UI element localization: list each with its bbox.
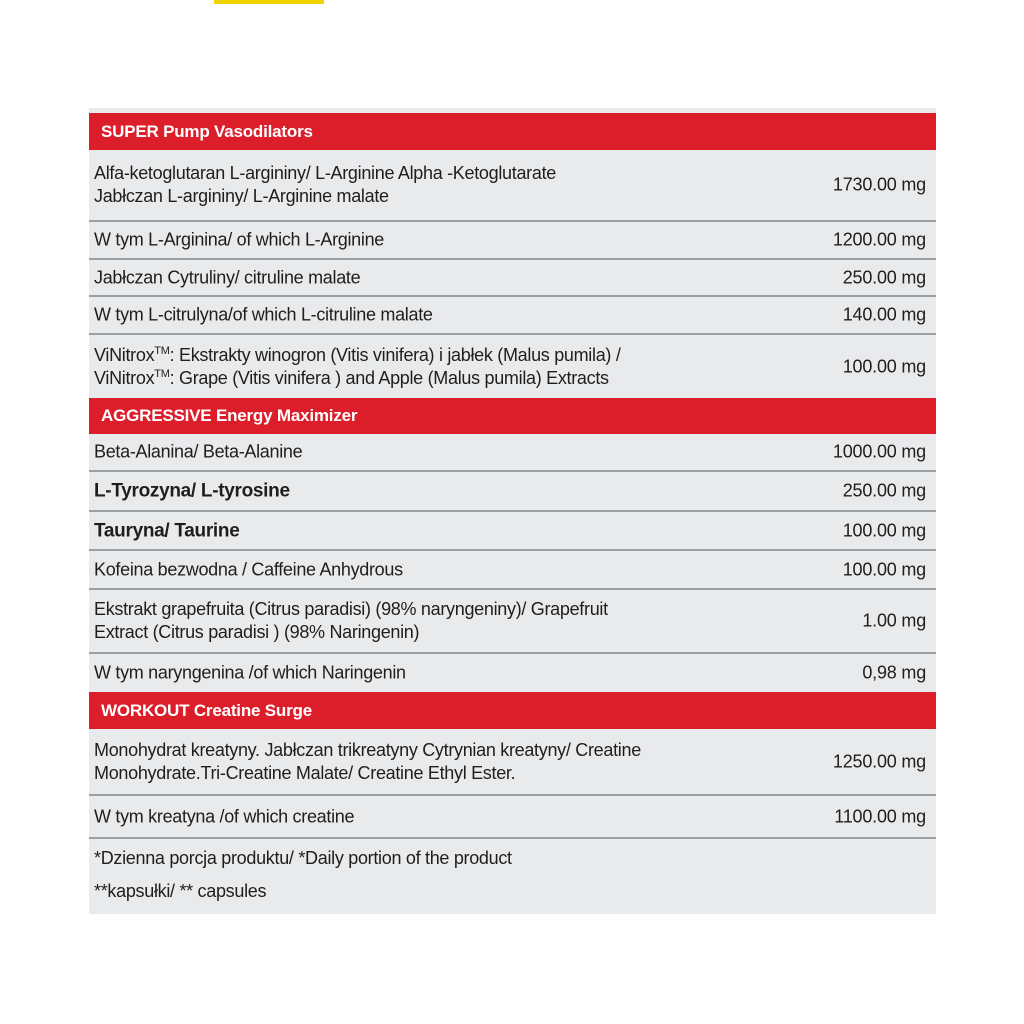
section-header-workout-creatine xyxy=(89,692,936,729)
ingredient-name: Tauryna/ Taurine xyxy=(94,520,240,541)
top-accent-strip xyxy=(214,0,324,4)
table-row xyxy=(89,472,936,512)
table-row xyxy=(89,335,936,398)
ingredient-amount: 1100.00 mg xyxy=(834,806,926,826)
ingredient-name-line2 xyxy=(94,367,746,390)
ingredient-name: Kofeina bezwodna / Caffeine Anhydrous xyxy=(94,559,403,579)
ingredient-name-line1: Ekstrakt grapefruita (Citrus paradisi) (98% naryngeniny)/ Grapefruit xyxy=(94,599,608,619)
table-row xyxy=(89,260,936,297)
ingredient-name: Jabłczan Cytruliny/ citruline malate xyxy=(94,267,361,287)
ingredient-amount: 250.00 mg xyxy=(842,480,926,501)
ingredient-name: L-Tyrozyna/ L-tyrosine xyxy=(94,480,290,502)
ingredient-amount: 1000.00 mg xyxy=(832,441,926,462)
table-row xyxy=(89,434,936,472)
ingredient-name: Beta-Alanina/ Beta-Alanine xyxy=(94,441,303,462)
table-row xyxy=(89,551,936,590)
brand-name: ViNitrox xyxy=(94,367,155,388)
ingredient-amount: 140.00 mg xyxy=(842,304,926,325)
table-row xyxy=(89,150,936,222)
ingredient-amount: 100.00 mg xyxy=(842,559,926,579)
ingredient-amount: 100.00 mg xyxy=(842,520,926,540)
ingredient-name xyxy=(94,162,746,208)
ingredient-amount: 100.00 mg xyxy=(842,356,926,376)
ingredient-amount: 1.00 mg xyxy=(862,610,926,631)
footnote-daily-portion: *Dzienna porcja produktu/ *Daily portion of the product xyxy=(94,848,512,868)
trademark-mark: TM xyxy=(154,367,170,380)
table-row xyxy=(89,796,936,839)
trademark-mark: TM xyxy=(154,344,170,357)
section-header-super-pump xyxy=(89,113,936,150)
ingredient-name xyxy=(94,598,746,644)
table-row xyxy=(89,222,936,260)
ingredient-name: W tym L-citrulyna/of which L-citruline malate xyxy=(94,304,433,325)
ingredient-amount: 1730.00 mg xyxy=(832,174,926,195)
table-row xyxy=(89,512,936,551)
ingredient-name-line1-text: : Ekstrakty winogron (Vitis vinifera) i jabłek (Malus pumila) / xyxy=(169,344,621,365)
supplement-facts-panel xyxy=(89,108,936,914)
section-header-aggressive-energy xyxy=(89,398,936,434)
ingredient-amount: 1200.00 mg xyxy=(832,229,926,250)
ingredient-name-line2: Monohydrate.Tri-Creatine Malate/ Creatine Ethyl Ester. xyxy=(94,762,516,783)
section-title: SUPER Pump Vasodilators xyxy=(101,121,313,141)
ingredient-name: W tym kreatyna /of which creatine xyxy=(94,806,355,826)
ingredient-name-line2: Extract (Citrus paradisi ) (98% Naringenin) xyxy=(94,622,420,642)
ingredient-amount: 250.00 mg xyxy=(842,267,926,287)
ingredient-name-line2-text: : Grape (Vitis vinifera ) and Apple (Malus pumila) Extracts xyxy=(169,367,609,388)
table-row xyxy=(89,729,936,796)
table-row xyxy=(89,297,936,335)
table-row xyxy=(89,654,936,692)
table-row xyxy=(89,590,936,654)
section-title: AGGRESSIVE Energy Maximizer xyxy=(101,406,358,425)
section-title: WORKOUT Creatine Surge xyxy=(101,700,312,720)
ingredient-name: W tym L-Arginina/ of which L-Arginine xyxy=(94,229,385,250)
ingredient-name-line2: Jabłczan L-argininy/ L-Arginine malate xyxy=(94,186,389,206)
ingredient-name: W tym naryngenina /of which Naringenin xyxy=(94,662,406,683)
ingredient-name-line1: Monohydrat kreatyny. Jabłczan trikreatyny Cytrynian kreatyny/ Creatine xyxy=(94,739,641,760)
brand-name: ViNitrox xyxy=(94,344,155,365)
ingredient-amount: 0,98 mg xyxy=(862,662,926,683)
footnote-capsules: **kapsułki/ ** capsules xyxy=(94,881,267,901)
ingredient-name xyxy=(94,739,746,785)
ingredient-name-line1 xyxy=(94,344,746,367)
ingredient-name xyxy=(94,344,746,390)
ingredient-amount: 1250.00 mg xyxy=(832,751,926,771)
ingredient-name-line1: Alfa-ketoglutaran L-argininy/ L-Arginine Alpha -Ketoglutarate xyxy=(94,163,556,183)
